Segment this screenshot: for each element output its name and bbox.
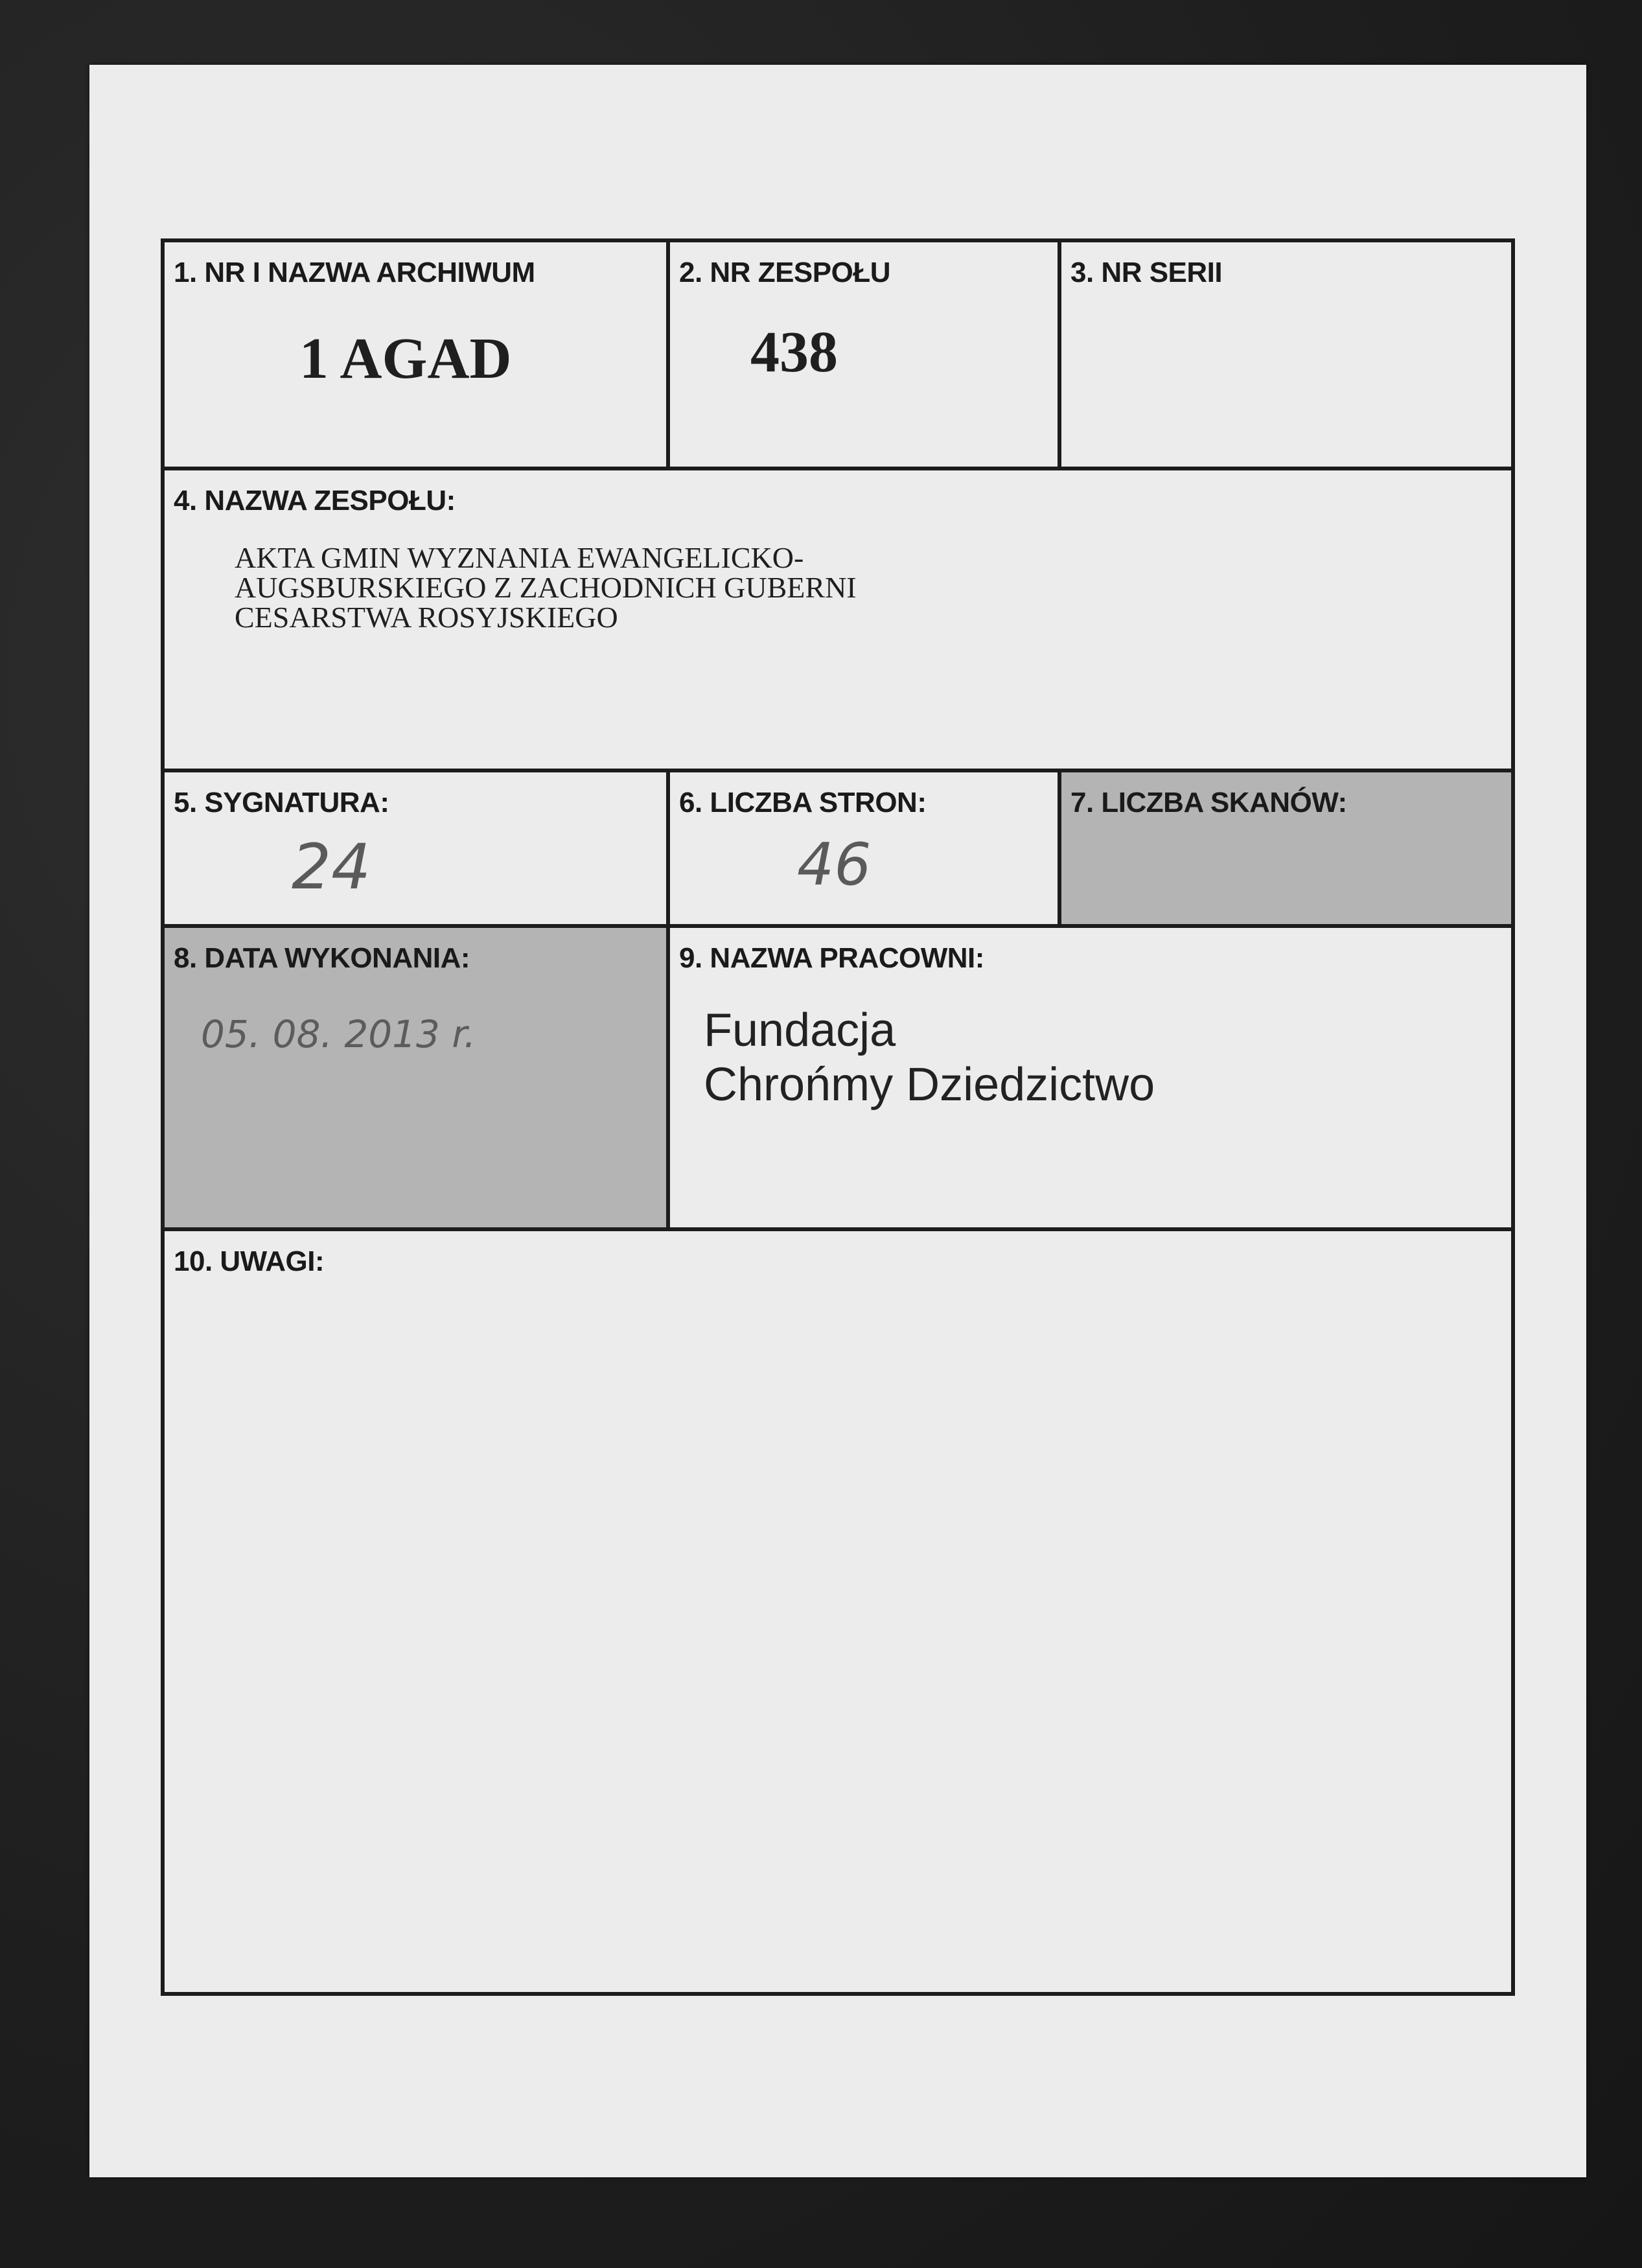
workshop-line: Chrońmy Dziedzictwo	[704, 1059, 1155, 1111]
scans-cell	[1061, 772, 1511, 928]
pages-label: 6. LICZBA STRON:	[679, 787, 927, 818]
pages-value-handwritten: 46	[797, 831, 872, 899]
workshop-cell	[670, 928, 1511, 1231]
archive-label: 1. NR I NAZWA ARCHIWUM	[174, 257, 535, 288]
notes-cell	[165, 1231, 1511, 1992]
fonds-name-line: AKTA GMIN WYZNANIA EWANGELICKO-	[235, 541, 804, 574]
signature-cell	[165, 772, 670, 928]
workshop-value	[704, 1003, 1155, 1112]
date-label: 8. DATA WYKONANIA:	[174, 942, 470, 974]
fonds-number-cell	[670, 242, 1061, 470]
archive-value: 1 AGAD	[299, 327, 512, 391]
fonds-name-line: AUGSBURSKIEGO Z ZACHODNICH GUBERNI	[235, 571, 857, 604]
fonds-number-value: 438	[750, 320, 838, 384]
pages-cell	[670, 772, 1061, 928]
workshop-label: 9. NAZWA PRACOWNI:	[679, 942, 984, 974]
fonds-name-line: CESARSTWA ROSYJSKIEGO	[235, 601, 618, 634]
notes-label: 10. UWAGI:	[174, 1245, 325, 1277]
fonds-name-value	[235, 543, 857, 632]
signature-value-handwritten: 24	[292, 831, 371, 903]
date-cell	[165, 928, 670, 1231]
date-value-handwritten: 05. 08. 2013 r.	[201, 1012, 476, 1056]
fonds-number-label: 2. NR ZESPOŁU	[679, 257, 890, 288]
workshop-line: Fundacja	[704, 1004, 896, 1056]
archive-form	[161, 238, 1515, 1996]
signature-label: 5. SYGNATURA:	[174, 787, 389, 818]
series-number-label: 3. NR SERII	[1070, 257, 1223, 288]
fonds-name-label: 4. NAZWA ZESPOŁU:	[174, 485, 456, 516]
archive-cell	[165, 242, 670, 470]
series-number-cell	[1061, 242, 1511, 470]
scans-label: 7. LICZBA SKANÓW:	[1070, 787, 1347, 818]
fonds-name-cell	[165, 470, 1511, 772]
